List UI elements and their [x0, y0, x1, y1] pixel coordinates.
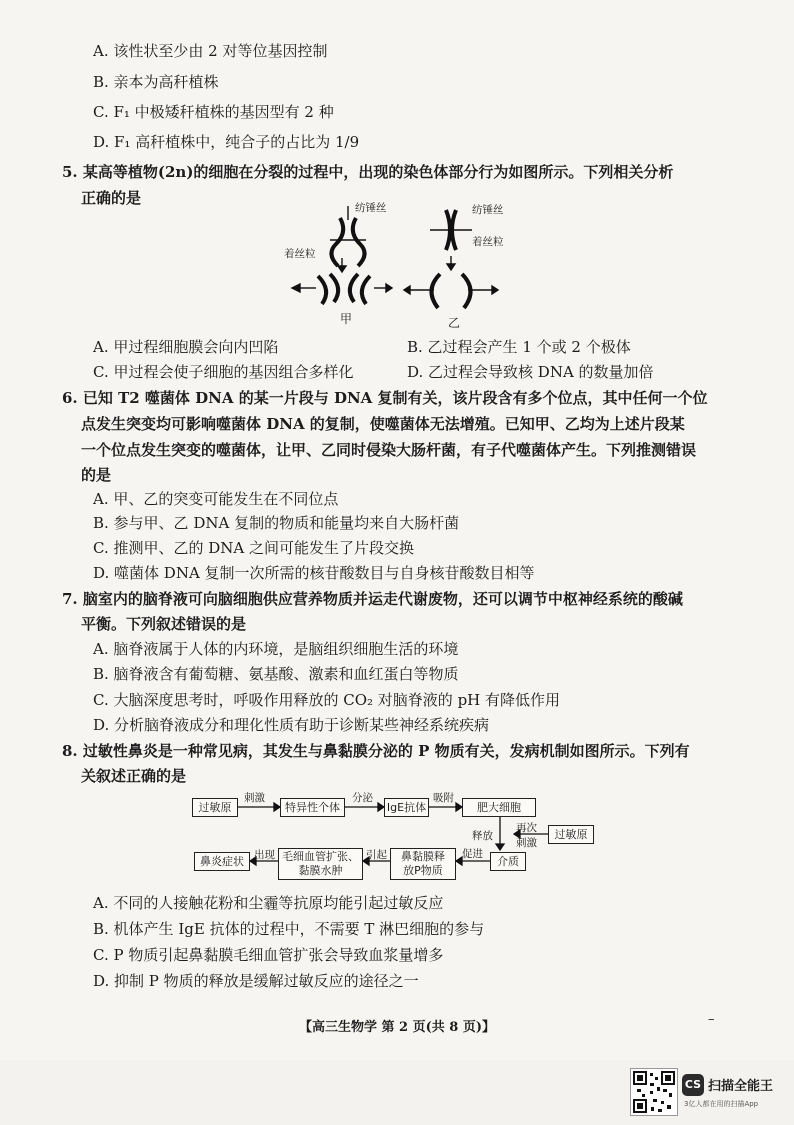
q8-option-c: C. P 物质引起鼻黏膜毛细血管扩张会导致血浆量增多	[93, 946, 444, 964]
scanner-tagline: 3亿人都在用的扫描App	[684, 1100, 759, 1108]
q5-option-b: B. 乙过程会产生 1 个或 2 个极体	[407, 338, 631, 356]
label-appear: 出现	[254, 849, 275, 861]
edema-line1: 毛细血管扩张、	[282, 850, 359, 863]
p-substance-line2: 放P物质	[403, 864, 443, 877]
box-mast-cell: 肥大细胞	[462, 798, 536, 817]
fig-label-centromere-right: 着丝粒	[472, 236, 504, 248]
edema-line2: 黏膜水肿	[298, 864, 343, 877]
label-stimulate: 刺激	[244, 792, 265, 804]
q5-stem-line2: 正确的是	[81, 189, 142, 207]
box-specific-individual: 特异性个体	[280, 798, 345, 817]
scanner-watermark	[630, 1068, 790, 1116]
q8-stem-line2: 关叙述正确的是	[81, 767, 187, 785]
box-mediator: 介质	[490, 852, 526, 871]
q7-option-c: C. 大脑深度思考时，呼吸作用释放的 CO₂ 对脑脊液的 pH 有降低作用	[93, 691, 561, 709]
q7-stem-line1: 7. 脑室内的脑脊液可向脑细胞供应营养物质并运走代谢废物，还可以调节中枢神经系统的酸碱	[62, 590, 683, 608]
q6-option-d: D. 噬菌体 DNA 复制一次所需的核苷酸数目与自身核苷酸数目相等	[93, 564, 535, 582]
fig-label-spindle-left: 纺锤丝	[355, 202, 387, 214]
q6-stem-line2: 点发生突变均可影响噬菌体 DNA 的复制，使噬菌体无法增殖。已知甲、乙均为上述片段某	[81, 415, 685, 433]
camscanner-logo-icon: CS	[682, 1074, 704, 1096]
q5-stem-line1: 5. 某高等植物(2n)的细胞在分裂的过程中，出现的染色体部分行为如图所示。下列相关分析	[62, 163, 674, 181]
q4-option-a: A. 该性状至少由 2 对等位基因控制	[93, 42, 328, 60]
qr-code-icon	[630, 1068, 678, 1116]
page-footer: 【高三生物学 第 2 页(共 8 页)】	[298, 1020, 496, 1035]
q5-option-c: C. 甲过程会使子细胞的基因组合多样化	[93, 363, 354, 381]
q4-option-c: C. F₁ 中极矮秆植株的基因型有 2 种	[93, 103, 334, 121]
label-cause: 引起	[366, 849, 387, 861]
label-secrete: 分泌	[352, 792, 373, 804]
box-rhinitis-symptom: 鼻炎症状	[194, 852, 250, 871]
q5-chromosome-figure	[270, 196, 530, 330]
box-p-substance	[390, 848, 456, 880]
q5-option-d: D. 乙过程会导致核 DNA 的数量加倍	[407, 363, 654, 381]
q6-stem-line3: 一个位点发生突变的噬菌体，让甲、乙同时侵染大肠杆菌，有子代噬菌体产生。下列推测错误	[81, 441, 697, 459]
q7-stem-line2: 平衡。下列叙述错误的是	[81, 615, 247, 633]
q6-stem-line4: 的是	[81, 466, 112, 484]
q8-option-b: B. 机体产生 IgE 抗体的过程中，不需要 T 淋巴细胞的参与	[93, 920, 485, 938]
fig-label-centromere-left: 着丝粒	[284, 248, 316, 260]
label-promote: 促进	[462, 848, 483, 860]
q4-option-d: D. F₁ 高秆植株中，纯合子的占比为 1/9	[93, 133, 360, 151]
q6-option-b: B. 参与甲、乙 DNA 复制的物质和能量均来自大肠杆菌	[93, 514, 460, 532]
q6-option-c: C. 推测甲、乙的 DNA 之间可能发生了片段交换	[93, 539, 415, 557]
q8-stem-line1: 8. 过敏性鼻炎是一种常见病，其发生与鼻黏膜分泌的 P 物质有关，发病机制如图所示。下列有	[62, 742, 690, 760]
p-substance-line1: 鼻黏膜释	[401, 850, 445, 863]
box-edema	[278, 848, 363, 880]
q6-option-a: A. 甲、乙的突变可能发生在不同位点	[93, 490, 339, 508]
q7-option-d: D. 分析脑脊液成分和理化性质有助于诊断某些神经系统疾病	[93, 716, 490, 734]
label-again-1: 再次	[516, 822, 537, 834]
q7-option-b: B. 脑脊液含有葡萄糖、氨基酸、激素和血红蛋白等物质	[93, 665, 459, 683]
scanner-app-name: 扫描全能王	[708, 1079, 774, 1094]
label-release: 释放	[472, 830, 493, 842]
q8-option-d: D. 抑制 P 物质的释放是缓解过敏反应的途径之一	[93, 972, 419, 990]
fig-label-jia: 甲	[340, 312, 353, 326]
q6-stem-line1: 6. 已知 T2 噬菌体 DNA 的某一片段与 DNA 复制有关，该片段含有多个位点，其中任何一个位	[62, 389, 708, 407]
box-allergen: 过敏原	[192, 798, 238, 817]
q5-option-a: A. 甲过程细胞膜会向内凹陷	[93, 338, 279, 356]
fig-label-yi: 乙	[448, 316, 461, 330]
footer-dash: –	[708, 1012, 715, 1027]
box-allergen-again: 过敏原	[548, 825, 594, 844]
fig-label-spindle-right: 纺锤丝	[472, 204, 504, 216]
box-ige-antibody: IgE抗体	[384, 798, 429, 817]
label-again-2: 刺激	[516, 837, 537, 849]
q8-option-a: A. 不同的人接触花粉和尘霾等抗原均能引起过敏反应	[93, 894, 444, 912]
label-adsorb: 吸附	[433, 792, 454, 804]
q8-flow-diagram	[190, 790, 610, 890]
q4-option-b: B. 亲本为高秆植株	[93, 73, 219, 91]
q7-option-a: A. 脑脊液属于人体的内环境，是脑组织细胞生活的环境	[93, 640, 459, 658]
